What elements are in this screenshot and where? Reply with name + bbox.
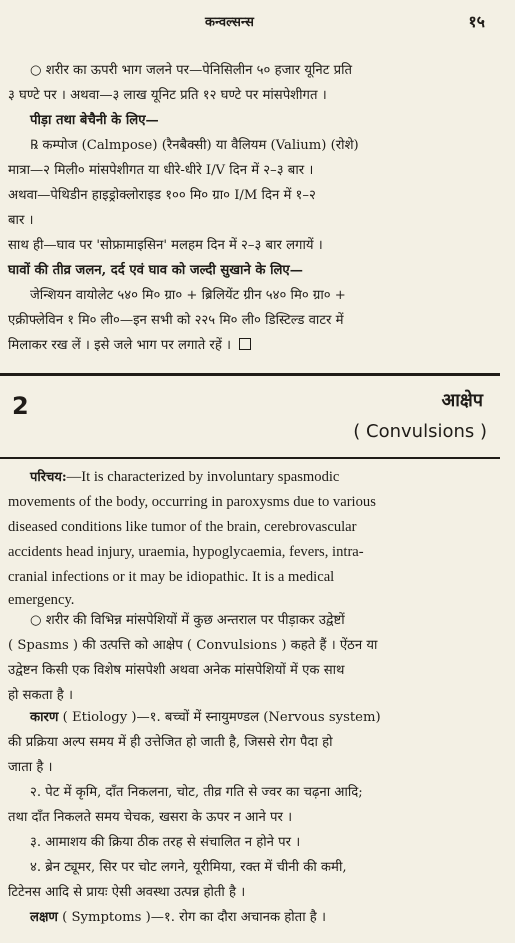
etiology-item: ३. आमाशय की क्रिया ठीक तरह से संचालित न होने पर । [30,835,301,850]
chapter-title-hindi: आक्षेप [441,390,483,411]
definition-line: हो सकता है । [8,688,73,703]
etiology-line [8,705,488,730]
top-section [8,58,488,358]
prescription-line: ℞ कम्पोज (Calmpose) (रैनबैक्सी) या वैलियम (Valium) (रोशे) [30,138,359,153]
paragraph-line: जेन्शियन वायोलेट ५४० मि० ग्रा० + ब्रिलियेंट ग्रीन ५४० मि० ग्रा० + [30,288,346,303]
symptoms-label: लक्षण [30,910,58,925]
symptoms-text: ( Symptoms )—१. रोग का दौरा अचानक होता है । [57,910,326,925]
intro-line: emergency. [8,592,75,608]
intro-section [8,465,488,611]
intro-label: परिचय: [30,470,67,485]
etiology-item: ४. ब्रेन ट्यूमर, सिर पर चोट लगने, यूरीमिया, रक्त में चीनी की कमी, [30,860,347,875]
page-number: १५ [468,12,485,31]
chapter-title-english: ( Convulsions ) [353,421,487,442]
intro-line: diseased conditions like tumor of the brain, cerebrovascular [8,519,357,535]
section-heading: घावों की तीव्र जलन, दर्द एवं घाव को जल्दी सुखाने के लिए— [8,263,303,278]
paragraph-line [8,333,488,358]
chapter-top-rule [0,373,500,376]
paragraph-line: ३ घण्टे पर । अथवा—३ लाख यूनिट प्रति १२ घण्टे पर मांसपेशीगत । [8,88,327,103]
paragraph-line: बार । [8,213,34,228]
etiology-item: टिटेनस आदि से प्रायः ऐसी अवस्था उत्पन्न होती है । [8,885,246,900]
etiology-line: जाता है । [8,760,53,775]
etiology-section [8,705,488,930]
definition-section [8,608,488,708]
intro-line: accidents head injury, uraemia, hypoglycaemia, fevers, intra- [8,544,364,560]
chapter-number: 2 [12,392,29,420]
etiology-text: ( Etiology )—१. बच्चों में स्नायुमण्डल (Nervous system) [58,710,381,725]
section-heading: पीड़ा तथा बेचैनी के लिए— [30,113,159,128]
etiology-line: की प्रक्रिया अल्प समय में ही उत्तेजित हो जाती है, जिससे रोग पैदा हो [8,735,333,750]
intro-text: —It is characterized by involuntary spasmodic [66,469,340,485]
definition-line: उद्वेष्टन किसी एक विशेष मांसपेशी अथवा अनेक मांसपेशियों में एक साथ [8,663,345,678]
symptoms-line [8,905,488,930]
paragraph-line: ○ शरीर का ऊपरी भाग जलने पर—पेनिसिलीन ५० हजार यूनिट प्रति [30,63,353,78]
intro-line [8,465,488,490]
dosage-line: मात्रा—२ मिली० मांसपेशीगत या धीरे-धीरे I/V दिन में २–३ बार । [8,163,314,178]
intro-line: movements of the body, occurring in paroxysms due to various [8,494,376,510]
paragraph-line: साथ ही—घाव पर 'सोफ्रामाइसिन' मलहम दिन में २–३ बार लगायें । [8,238,323,253]
paragraph-line: एक्रीफ्लेविन १ मि० ली०—इन सभी को २२५ मि० ली० डिस्टिल्ड वाटर में [8,313,344,328]
paragraph-line: अथवा—पेथिडीन हाइड्रोक्लोराइड १०० मि० ग्रा० I/M दिन में १–२ [8,188,316,203]
end-of-section-box-icon [239,338,251,350]
etiology-item: तथा दाँत निकलते समय चेचक, खसरा के ऊपर न आने पर । [8,810,293,825]
etiology-label: कारण [30,710,59,725]
paragraph-line-text: मिलाकर रख लें । इसे जले भाग पर लगाते रहें । [8,338,232,353]
definition-line: ○ शरीर की विभिन्न मांसपेशियों में कुछ अन्तराल पर पीड़ाकर उद्वेष्टों [30,613,345,628]
definition-line: ( Spasms ) की उत्पत्ति को आक्षेप ( Convulsions ) कहते हैं । ऐंठन या [8,638,378,653]
intro-line: cranial infections or it may be idiopathic. It is a medical [8,569,335,585]
running-head-title: कन्वल्सन्स [205,15,254,30]
etiology-item: २. पेट में कृमि, दाँत निकलना, चोट, तीव्र गति से ज्वर का चढ़ना आदि; [30,785,363,800]
chapter-bottom-rule [0,457,500,459]
